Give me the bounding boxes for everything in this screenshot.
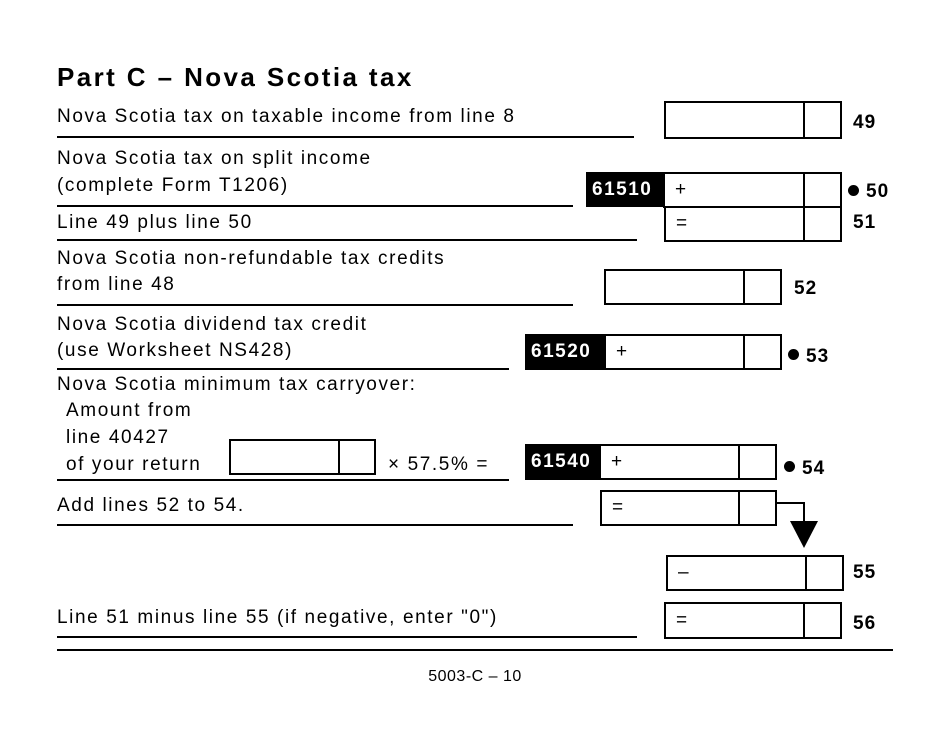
line-50-label-2: (complete Form T1206) (57, 175, 289, 196)
divider (57, 368, 509, 370)
divider (57, 136, 634, 138)
divider (57, 205, 573, 207)
line-number: 53 (806, 346, 830, 367)
equals-sign: = (676, 609, 688, 631)
line-40427-amount-field[interactable] (229, 439, 376, 475)
line-code: 61540 (525, 444, 600, 480)
divider (57, 479, 509, 481)
line-56-label: Line 51 minus line 55 (if negative, enter "0") (57, 607, 498, 628)
line-56-field[interactable] (664, 602, 842, 639)
equals-sign: = (676, 213, 688, 234)
plus-sign: + (616, 341, 628, 362)
line-52-label: Nova Scotia non-refundable tax credits (57, 248, 446, 269)
line-number: 52 (794, 278, 818, 299)
line-49-label: Nova Scotia tax on taxable income from line 8 (57, 106, 516, 127)
section-end-rule (57, 649, 893, 651)
line-number: 55 (853, 562, 877, 583)
divider (57, 636, 637, 638)
line-53-label: Nova Scotia dividend tax credit (57, 314, 368, 335)
divider (57, 239, 637, 241)
line-53-field[interactable] (604, 334, 782, 370)
line-number: 56 (853, 613, 877, 634)
line-52-label-2: from line 48 (57, 274, 176, 295)
line-number: 50 (866, 181, 890, 202)
line-code: 61520 (525, 334, 605, 370)
equals-sign: = (612, 497, 624, 518)
add-lines-field[interactable] (600, 490, 777, 526)
line-54-field[interactable] (599, 444, 777, 480)
page-footer: 5003-C – 10 (428, 668, 522, 685)
line-54-label: Nova Scotia minimum tax carryover: (57, 374, 417, 395)
section-title: Part C – Nova Scotia tax (57, 62, 414, 92)
line-51-label: Line 49 plus line 50 (57, 212, 253, 233)
divider (57, 524, 573, 526)
add-lines-label: Add lines 52 to 54. (57, 495, 245, 516)
line-54-label-4: of your return (66, 454, 202, 475)
line-number: 49 (853, 112, 877, 133)
line-50-field[interactable] (663, 172, 842, 208)
line-50-label: Nova Scotia tax on split income (57, 148, 372, 169)
minus-sign: – (678, 562, 689, 583)
rate-label: × 57.5% = (388, 454, 490, 475)
bullet-icon (848, 185, 859, 196)
line-number: 54 (802, 458, 826, 479)
line-52-field[interactable] (604, 269, 782, 305)
line-51-field[interactable] (664, 206, 842, 242)
line-number: 51 (853, 212, 877, 233)
line-54-label-3: line 40427 (66, 427, 170, 448)
line-49-field[interactable] (664, 101, 842, 139)
plus-sign: + (611, 451, 623, 472)
bullet-icon (784, 461, 795, 472)
line-55-field[interactable] (666, 555, 844, 591)
plus-sign: + (675, 179, 687, 200)
line-code: 61510 (586, 172, 664, 207)
bullet-icon (788, 349, 799, 360)
arrow-down-icon (776, 500, 826, 550)
line-53-label-2: (use Worksheet NS428) (57, 340, 294, 361)
line-54-label-2: Amount from (66, 400, 193, 421)
divider (57, 304, 573, 306)
